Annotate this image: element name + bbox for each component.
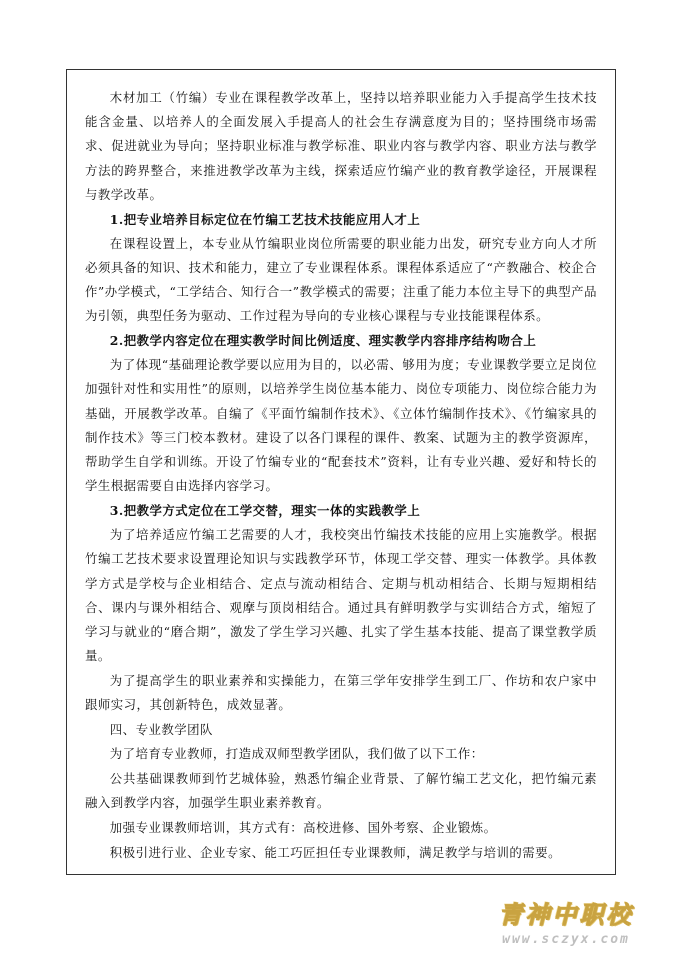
document-frame <box>66 69 616 875</box>
section-heading-2: 2.把教学内容定位在理实教学时间比例适度、理实教学内容排序结构吻合上 <box>109 333 537 349</box>
section-heading-1: 1.把专业培养目标定位在竹编工艺技术技能应用人才上 <box>109 211 421 227</box>
section-heading-4: 四、专业教学团队 <box>109 721 213 737</box>
paragraph-team-basic: 公共基础课教师到竹艺城体验，熟悉竹编企业背景、了解竹编工艺文化，把竹编元素融入到教学内容，加强学生职业素养教育。 <box>85 771 597 811</box>
paragraph-intro: 木材加工（竹编）专业在课程教学改革上，坚持以培养职业能力入手提高学生技术技能含金量、以培养人的全面发展入手提高人的社会生存满意度为目的；坚持围绕市场需求、促进就业为导向；坚持职业标准与教学标准、职业内容与教学内容、职业方法与教学方法的跨界整合，来推进教学改革为主线，探索适应竹编产业的教育教学途径，开展课程与教学改革。 <box>85 90 597 202</box>
paragraph-teaching-content: 为了体现“基础理论教学要以应用为目的，以必需、够用为度；专业课教学要立足岗位加强针对性和实用性”的原则，以培养学生岗位基本能力、岗位专项能力、岗位综合能力为基础，开展教学改革。自编了《平面竹编制作技术》、《立体竹编制作技术》、《竹编家具的制作技术》等三门校本教材。建设了以各门课程的课件、教案、试题为主的教学资源库，帮助学生自学和训练。开设了竹编专业的“配套技术”资料，让有专业兴趣、爱好和特长的学生根据需要自由选择内容学习。 <box>85 357 597 494</box>
paragraph-curriculum: 在课程设置上，本专业从竹编职业岗位所需要的职业能力出发，研究专业方向人才所必须具备的知识、技术和能力，建立了专业课程体系。课程体系适应了“产教融合、校企合作”办学模式，“工学结合、知行合一”教学模式的需要；注重了能力本位主导下的典型产品为引领，典型任务为驱动、工作过程为导向的专业核心课程与专业技能课程体系。 <box>85 235 597 324</box>
paragraph-team-intro: 为了培育专业教师，打造成双师型教学团队，我们做了以下工作： <box>109 746 484 762</box>
paragraph-team-training: 加强专业课教师培训，其方式有：高校进修、国外考察、企业锻炼。 <box>109 820 497 836</box>
watermark-url: www.sczyx.com <box>502 932 630 947</box>
paragraph-internship: 为了提高学生的职业素养和实操能力，在第三学年安排学生到工厂、作坊和农户家中跟师实习，其创新特色，成效显著。 <box>85 672 597 713</box>
site-watermark <box>490 900 642 949</box>
paragraph-teaching-method: 为了培养适应竹编工艺需要的人才，我校突出竹编技术技能的应用上实施教学。根据竹编工艺技术要求设置理论知识与实践教学环节，体现工学交替、理实一体教学。具体教学方式是学校与企业相结合、定点与流动相结合、定期与机动相结合、长期与短期相结合、课内与课外相结合、观摩与顶岗相结合。通过具有鲜明教学与实训结合方式，缩短了学习与就业的“磨合期”，激发了学生学习兴趣、扎实了学生基本技能、提高了课堂教学质量。 <box>85 527 597 664</box>
watermark-logo-text: 青神中职校 <box>498 901 634 929</box>
section-heading-3: 3.把教学方式定位在工学交替，理实一体的实践教学上 <box>109 502 421 518</box>
paragraph-team-experts: 积极引进行业、企业专家、能工巧匠担任专业课教师，满足教学与培训的需要。 <box>109 844 561 860</box>
